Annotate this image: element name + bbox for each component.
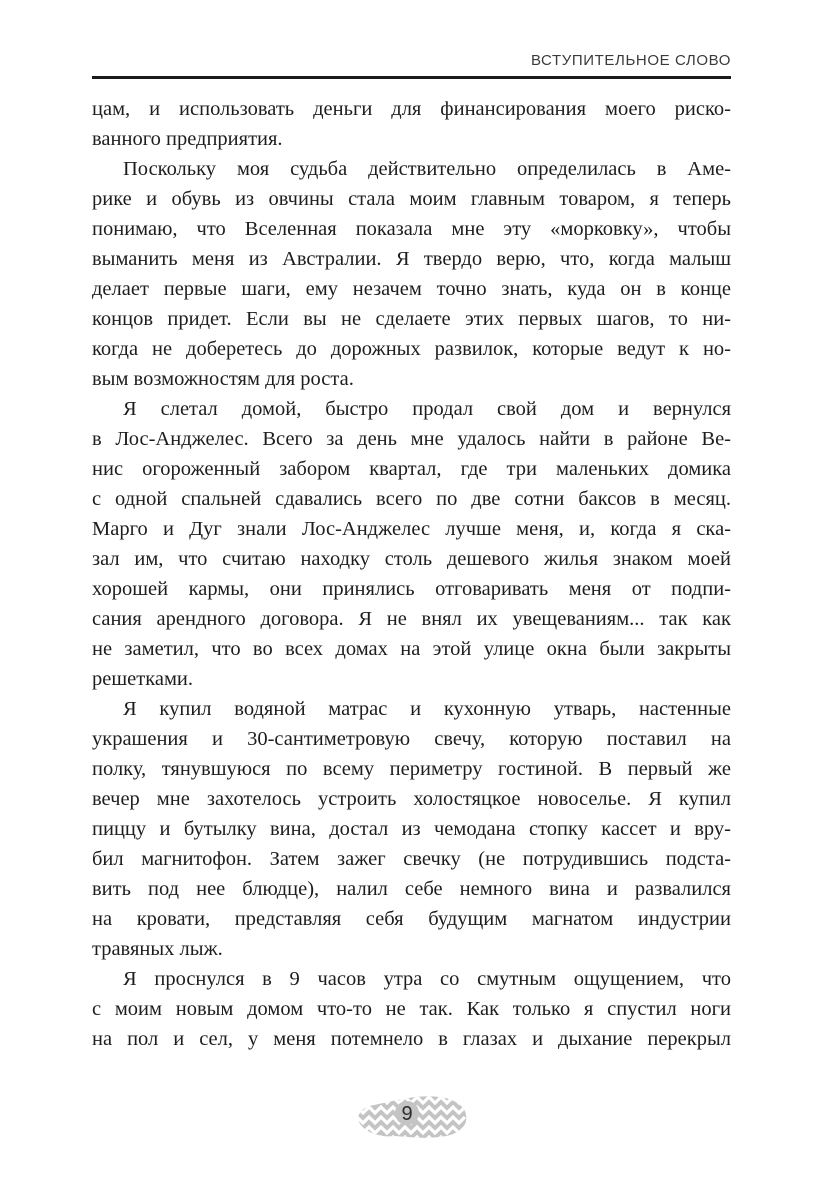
text-line: рике и обувь из овчины стала моим главным товаром, я теперь [92, 188, 731, 210]
text-line: концов придет. Если вы не сделаете этих первых шагов, то ни- [92, 308, 731, 330]
text-line: делает первые шаги, ему незачем точно знать, куда он в конце [92, 278, 731, 300]
text-line: когда не доберетесь до дорожных развилок, которые ведут к но- [92, 338, 731, 360]
text-line: решетками. [92, 668, 194, 690]
text-line: на пол и сел, у меня потемнело в глазах и дыхание перекрыл [92, 1028, 731, 1050]
text-line: Я проснулся в 9 часов утра со смутным ощущением, что [123, 968, 731, 990]
text-line: вечер мне захотелось устроить холостяцкое новоселье. Я купил [92, 788, 731, 810]
text-line: вить под нее блюдце), налил себе немного вина и развалился [92, 878, 731, 900]
text-line: цам, и использовать деньги для финансирования моего риско- [92, 98, 731, 120]
text-line: пиццу и бутылку вина, достал из чемодана стопку кассет и вру- [92, 818, 731, 840]
page-footer [0, 1091, 821, 1143]
page-number: 9 [400, 1103, 413, 1125]
text-line: бил магнитофон. Затем зажег свечку (не потрудившись подста- [92, 848, 731, 870]
text-line: зал им, что считаю находку столь дешевого жилья знаком моей [92, 548, 731, 570]
text-line: не заметил, что во всех домах на этой улице окна были закрыты [92, 638, 731, 660]
text-line: понимаю, что Вселенная показала мне эту «морковку», чтобы [92, 218, 731, 240]
running-header: ВСТУПИТЕЛЬНОЕ СЛОВО [530, 52, 731, 69]
text-line: хорошей кармы, они принялись отговаривать меня от подпи- [92, 578, 731, 600]
header-rule [92, 76, 731, 79]
text-line: нис огороженный забором квартал, где три маленьких домика [92, 458, 731, 480]
text-line: полку, тянувшуюся по всему периметру гостиной. В первый же [92, 758, 731, 780]
text-line: Поскольку моя судьба действительно определилась в Аме- [123, 158, 731, 180]
text-line: с моим новым домом что-то не так. Как только я спустил ноги [92, 998, 731, 1020]
text-line: украшения и 30-сантиметровую свечу, которую поставил на [92, 728, 731, 750]
text-line: вым возможностям для роста. [92, 368, 354, 390]
text-line: ванного предприятия. [92, 128, 283, 150]
text-line: сания арендного договора. Я не внял их увещеваниям... так как [92, 608, 731, 630]
text-line: на кровати, представляя себя будущим магнатом индустрии [92, 908, 731, 930]
text-line: Марго и Дуг знали Лос-Анджелес лучше меня, и, когда я ска- [92, 518, 731, 540]
text-block [92, 94, 731, 1054]
text-line: Я купил водяной матрас и кухонную утварь, настенные [123, 698, 731, 720]
text-line: с одной спальней сдавались всего по две сотни баксов в месяц. [92, 488, 731, 510]
text-line: выманить меня из Австралии. Я твердо верю, что, когда малыш [92, 248, 731, 270]
text-line: травяных лыж. [92, 938, 223, 960]
text-line: Я слетал домой, быстро продал свой дом и вернулся [123, 398, 731, 420]
footprint-icon [349, 1091, 473, 1143]
text-line: в Лос-Анджелес. Всего за день мне удалось найти в районе Ве- [92, 428, 731, 450]
